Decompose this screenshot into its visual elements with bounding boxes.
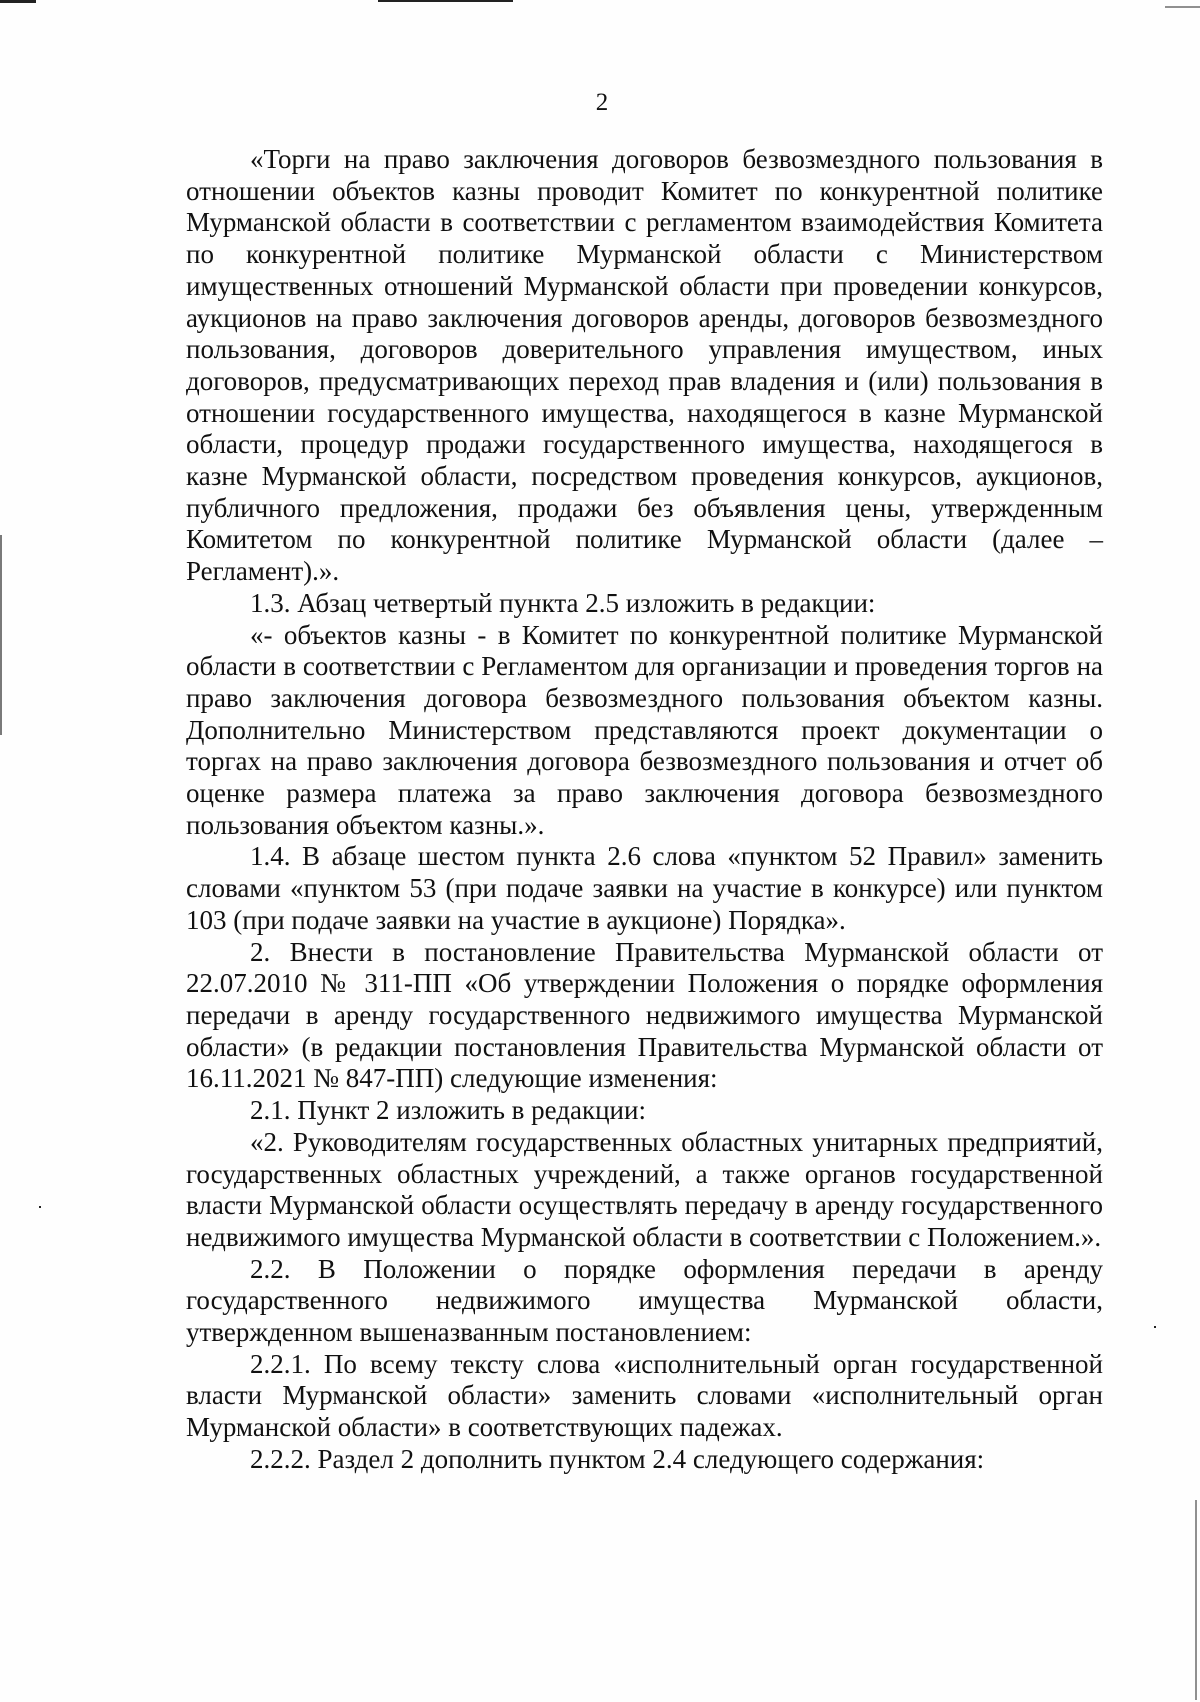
scan-artifact-line: [0, 0, 36, 3]
paragraph-1-4: 1.4. В абзаце шестом пункта 2.6 слова «пунктом 52 Правил» заменить словами «пунктом 53 (при подаче заявки на участие в конкурсе) или пунктом 103 (при подаче заявки на участие в аукционе) Порядка».: [186, 841, 1103, 935]
page-number: 2: [595, 89, 609, 116]
scan-artifact-edge: [0, 535, 2, 735]
paragraph-2-2-1: 2.2.1. По всему тексту слова «исполнительный орган государственной власти Мурманской области» заменить словами «исполнительный орган Мурманской области» в соответствующих падежах.: [186, 1348, 1103, 1443]
paragraph-2: 2. Внести в постановление Правительства Мурманской области от 22.07.2010 № 311-ПП «Об утверждении Положения о порядке оформления передачи в аренду государственного недвижимого имущества Мурманской области» (в редакции постановления Правительства Мурманской области от 16.11.2021 № 847-ПП) следующие изменения:: [186, 936, 1103, 1094]
scan-artifact-dot: [39, 1206, 41, 1208]
scan-artifact-line: [1165, 6, 1200, 8]
paragraph-2-2-2: 2.2.2. Раздел 2 дополнить пунктом 2.4 следующего содержания:: [250, 1443, 985, 1474]
paragraph-1-3-quote: «- объектов казны - в Комитет по конкурентной политике Мурманской области в соответствии с Регламентом для организации и проведения торгов на право заключения договора безвозмездного пользования объектом казны. Дополнительно Министерством представляются проект документации о торгах на право заключения договора безвозмездного пользования и отчет об оценке размера платежа за право заключения договора безвозмездного пользования объектом казны.».: [186, 619, 1103, 840]
paragraph-1-3: 1.3. Абзац четвертый пункта 2.5 изложить в редакции:: [250, 587, 876, 618]
paragraph-2-1: 2.1. Пункт 2 изложить в редакции:: [250, 1095, 646, 1126]
paragraph-2-1-quote: «2. Руководителям государственных областных унитарных предприятий, государственных областных учреждений, а также органов государственной власти Мурманской области осуществлять передачу в аренду государственного недвижимого имущества Мурманской области в соответствии с Положением.».: [186, 1126, 1103, 1252]
document-body: [186, 144, 1103, 1476]
paragraph-torgi-quote: «Торги на право заключения договоров безвозмездного пользования в отношении объектов казны проводит Комитет по конкурентной политике Мурманской области в соответствии с регламентом взаимодействия Комитета по конкурентной политике Мурманской области с Министерством имущественных отношений Мурманской области при проведении конкурсов, аукционов на право заключения договоров аренды, договоров безвозмездного пользования, договоров доверительного управления имуществом, иных договоров, предусматривающих переход прав владения и (или) пользования в отношении государственного имущества, находящегося в казне Мурманской области, процедур продажи государственного имущества, находящегося в казне Мурманской области, посредством проведения конкурсов, аукционов, публичного предложения, продажи без объявления цены, утвержденным Комитетом по конкурентной политике Мурманской области (далее – Регламент).».: [186, 144, 1103, 587]
scan-artifact-edge: [1195, 1500, 1197, 1700]
scan-artifact-dot: [1154, 1326, 1156, 1328]
paragraph-2-2: 2.2. В Положении о порядке оформления передачи в аренду государственного недвижимого имущества Мурманской области, утвержденном вышеназванным постановлением:: [186, 1253, 1103, 1348]
scan-artifact-line: [378, 0, 513, 2]
